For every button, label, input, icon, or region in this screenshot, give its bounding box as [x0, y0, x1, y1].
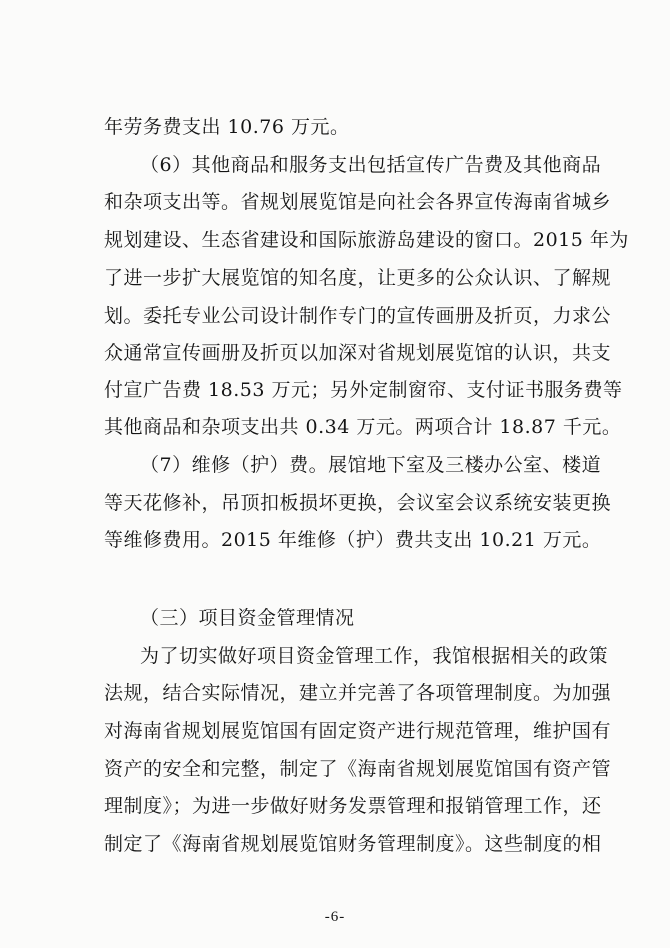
text-line: 年劳务费支出 10.76 万元。: [104, 116, 350, 138]
text-line: 等维修费用。2015 年维修（护）费共支出 10.21 万元。: [104, 529, 602, 551]
text-line: （7）维修（护）费。展馆地下室及三楼办公室、楼道: [140, 454, 602, 476]
text-line: 付宣广告费 18.53 万元；另外定制窗帘、支付证书服务费等: [104, 379, 623, 401]
text-line: 制定了《海南省规划展览馆财务管理制度》。这些制度的相: [104, 833, 602, 855]
text-line: 等天花修补，吊顶扣板损坏更换，会议室会议系统安装更换: [104, 492, 612, 514]
text-line: 理制度》；为进一步做好财务发票管理和报销管理工作，还: [104, 795, 602, 817]
text-line: （6）其他商品和服务支出包括宣传广告费及其他商品: [140, 154, 602, 176]
text-line: 资产的安全和完整，制定了《海南省规划展览馆国有资产管: [104, 758, 612, 780]
text-line: 其他商品和杂项支出共 0.34 万元。两项合计 18.87 千元。: [104, 416, 622, 438]
section-heading: （三）项目资金管理情况: [140, 607, 355, 629]
text-line: 法规，结合实际情况，建立并完善了各项管理制度。为加强: [104, 682, 612, 704]
text-line: 对海南省规划展览馆国有固定资产进行规范管理，维护国有: [104, 720, 612, 742]
text-line: 划。委托专业公司设计制作专门的宣传画册及折页，力求公: [104, 305, 612, 327]
text-line: 众通常宣传画册及折页以加深对省规划展览馆的认识，共支: [104, 342, 612, 364]
text-line: 和杂项支出等。省规划展览馆是向社会各界宣传海南省城乡: [104, 191, 612, 213]
text-line: 为了切实做好项目资金管理工作，我馆根据相关的政策: [140, 645, 609, 667]
text-line: 规划建设、生态省建设和国际旅游岛建设的窗口。2015 年为: [104, 229, 629, 251]
text-line: 了进一步扩大展览馆的知名度，让更多的公众认识、了解规: [104, 267, 612, 289]
page-number: -6-: [324, 909, 346, 925]
